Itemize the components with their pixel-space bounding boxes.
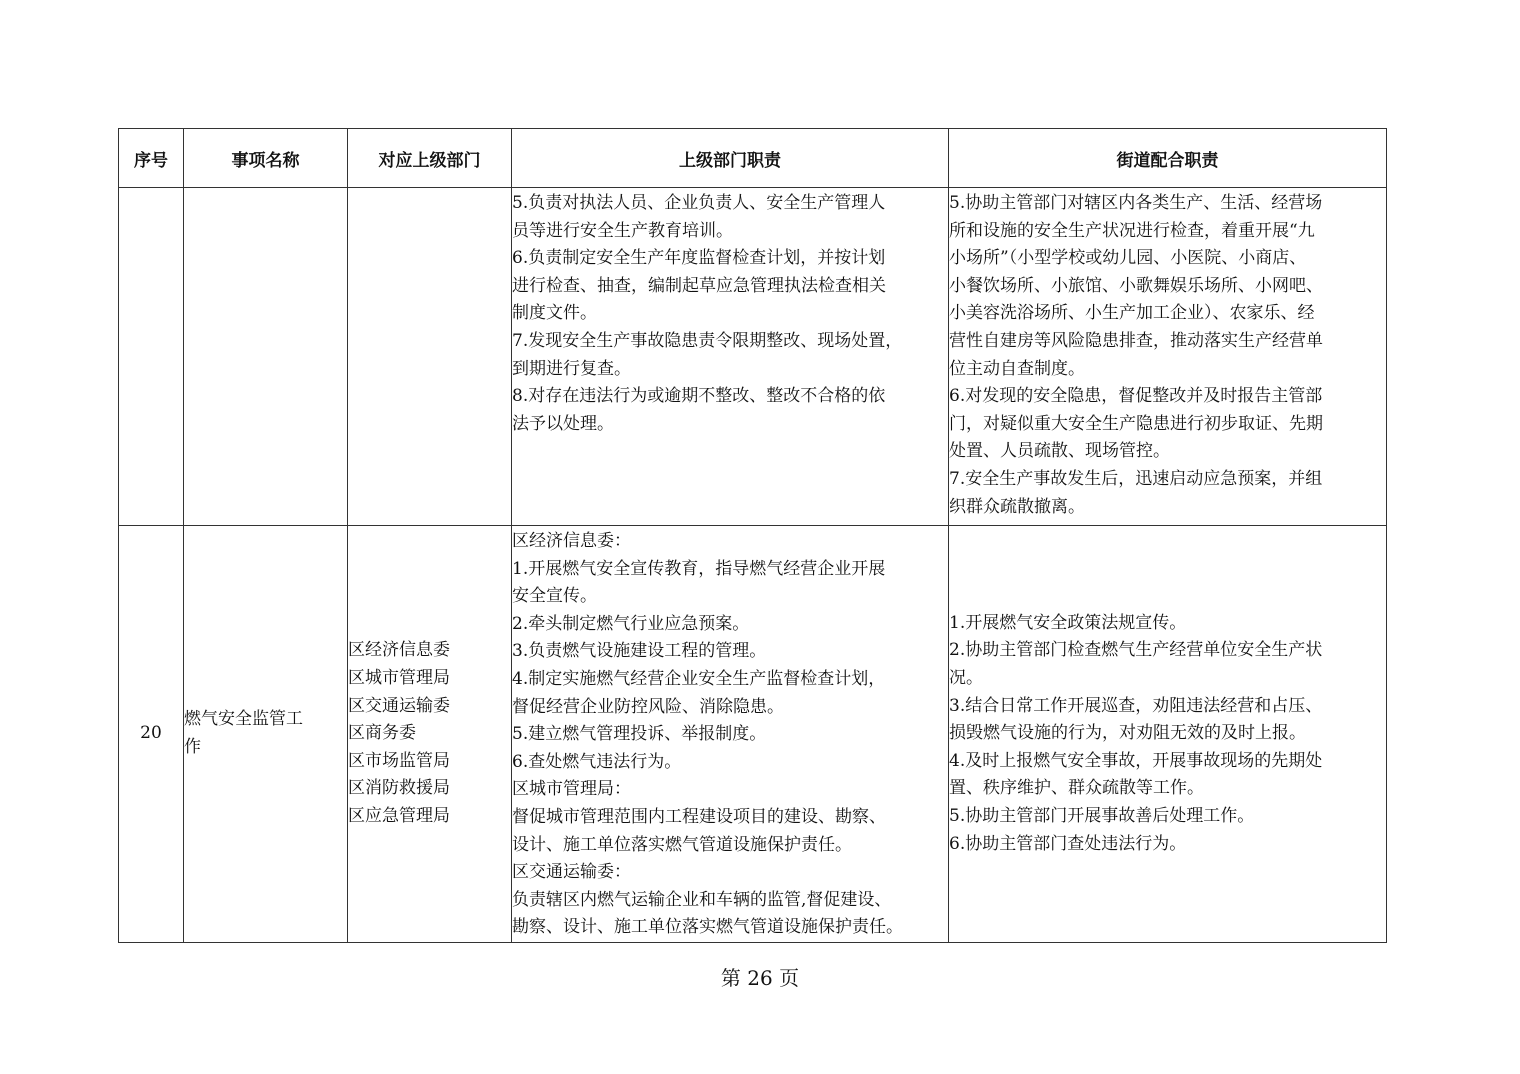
text-line: 所和设施的安全生产状况进行检查，着重开展“九 <box>949 220 1315 241</box>
text-line: 区商务委 <box>348 723 416 744</box>
row-superior-duties <box>512 526 949 943</box>
text-line: 进行检查、抽查，编制起草应急管理执法检查相关 <box>512 275 886 296</box>
text-line: 负责辖区内燃气运输企业和车辆的监管,督促建设、 <box>512 889 892 910</box>
text-line: 燃气安全监管工 <box>184 709 303 730</box>
text-line: 7.安全生产事故发生后，迅速启动应急预案，并组 <box>949 468 1323 489</box>
page-number: 第 26 页 <box>720 966 800 990</box>
text-line: 损毁燃气设施的行为，对劝阻无效的及时上报。 <box>949 723 1306 744</box>
responsibility-table <box>118 128 1387 943</box>
text-line: 5.协助主管部门开展事故善后处理工作。 <box>949 805 1255 826</box>
text-line: 督促城市管理范围内工程建设项目的建设、勘察、 <box>512 806 886 827</box>
text-line: 2.协助主管部门检查燃气生产经营单位安全生产状 <box>949 640 1323 661</box>
row-no: 20 <box>119 526 184 943</box>
text-line: 设计、施工单位落实燃气管道设施保护责任。 <box>512 834 852 855</box>
text-line: 区消防救援局 <box>348 778 450 799</box>
text-line: 法予以处理。 <box>512 413 614 434</box>
text-line: 区经济信息委 <box>348 640 450 661</box>
text-line: 位主动自查制度。 <box>949 358 1085 379</box>
text-line: 织群众疏散撤离。 <box>949 496 1085 517</box>
text-line: 营性自建房等风险隐患排查，推动落实生产经营单 <box>949 330 1323 351</box>
text-line: 督促经营企业防控风险、消除隐患。 <box>512 696 784 717</box>
text-line: 制度文件。 <box>512 303 597 324</box>
text-line: 3.结合日常工作开展巡查，劝阻违法经营和占压、 <box>949 695 1323 716</box>
header-item-name: 事项名称 <box>184 129 348 188</box>
text-line: 3.负责燃气设施建设工程的管理。 <box>512 641 767 662</box>
text-line: 况。 <box>949 668 983 689</box>
text-line: 4.及时上报燃气安全事故，开展事故现场的先期处 <box>949 750 1323 771</box>
text-line: 4.制定实施燃气经营企业安全生产监督检查计划， <box>512 668 886 689</box>
text-line: 区交通运输委： <box>512 862 631 883</box>
text-line: 6.协助主管部门查处违法行为。 <box>949 833 1187 854</box>
row-street-duties <box>949 188 1387 526</box>
row-street-duties <box>949 526 1387 943</box>
text-line: 1.开展燃气安全宣传教育，指导燃气经营企业开展 <box>512 558 886 579</box>
text-line: 区交通运输委 <box>348 695 450 716</box>
text-line: 勘察、设计、施工单位落实燃气管道设施保护责任。 <box>512 917 903 938</box>
row-superior-duties <box>512 188 949 526</box>
text-line: 2.牵头制定燃气行业应急预案。 <box>512 613 750 634</box>
text-line: 区城市管理局： <box>512 779 631 800</box>
text-line: 6.对发现的安全隐患，督促整改并及时报告主管部 <box>949 386 1323 407</box>
header-no: 序号 <box>119 129 184 188</box>
row-no <box>119 188 184 526</box>
table-row <box>119 526 1387 943</box>
table-header-row <box>119 129 1387 188</box>
row-departments <box>348 188 512 526</box>
text-line: 区应急管理局 <box>348 805 450 826</box>
table-row <box>119 188 1387 526</box>
row-item-name <box>184 188 348 526</box>
text-line: 门，对疑似重大安全生产隐患进行初步取证、先期 <box>949 413 1323 434</box>
header-superior-department: 对应上级部门 <box>348 129 512 188</box>
text-line: 区经济信息委： <box>512 531 631 551</box>
text-line: 区城市管理局 <box>348 668 450 689</box>
text-line: 6.负责制定安全生产年度监督检查计划，并按计划 <box>512 248 886 269</box>
text-line: 1.开展燃气安全政策法规宣传。 <box>949 612 1187 633</box>
text-line: 5.负责对执法人员、企业负责人、安全生产管理人 <box>512 193 886 213</box>
header-superior-duties: 上级部门职责 <box>512 129 949 188</box>
text-line: 6.查处燃气违法行为。 <box>512 751 682 772</box>
text-line: 8.对存在违法行为或逾期不整改、整改不合格的依 <box>512 386 886 407</box>
text-line: 作 <box>184 737 201 757</box>
text-line: 小美容洗浴场所、小生产加工企业）、农家乐、经 <box>949 303 1315 324</box>
text-line: 安全宣传。 <box>512 586 597 607</box>
text-line: 处置、人员疏散、现场管控。 <box>949 441 1170 462</box>
text-line: 7.发现安全生产事故隐患责令限期整改、现场处置， <box>512 330 903 351</box>
text-line: 5.协助主管部门对辖区内各类生产、生活、经营场 <box>949 193 1323 213</box>
text-line: 员等进行安全生产教育培训。 <box>512 220 733 241</box>
text-line: 到期进行复查。 <box>512 358 631 379</box>
text-line: 5.建立燃气管理投诉、举报制度。 <box>512 724 767 745</box>
text-line: 区市场监管局 <box>348 750 450 771</box>
text-line: 置、秩序维护、群众疏散等工作。 <box>949 778 1204 799</box>
row-item-name <box>184 526 348 943</box>
row-departments <box>348 526 512 943</box>
text-line: 小餐饮场所、小旅馆、小歌舞娱乐场所、小网吧、 <box>949 275 1323 296</box>
text-line: 小场所”（小型学校或幼儿园、小医院、小商店、 <box>949 248 1307 269</box>
header-street-duties: 街道配合职责 <box>949 129 1387 188</box>
